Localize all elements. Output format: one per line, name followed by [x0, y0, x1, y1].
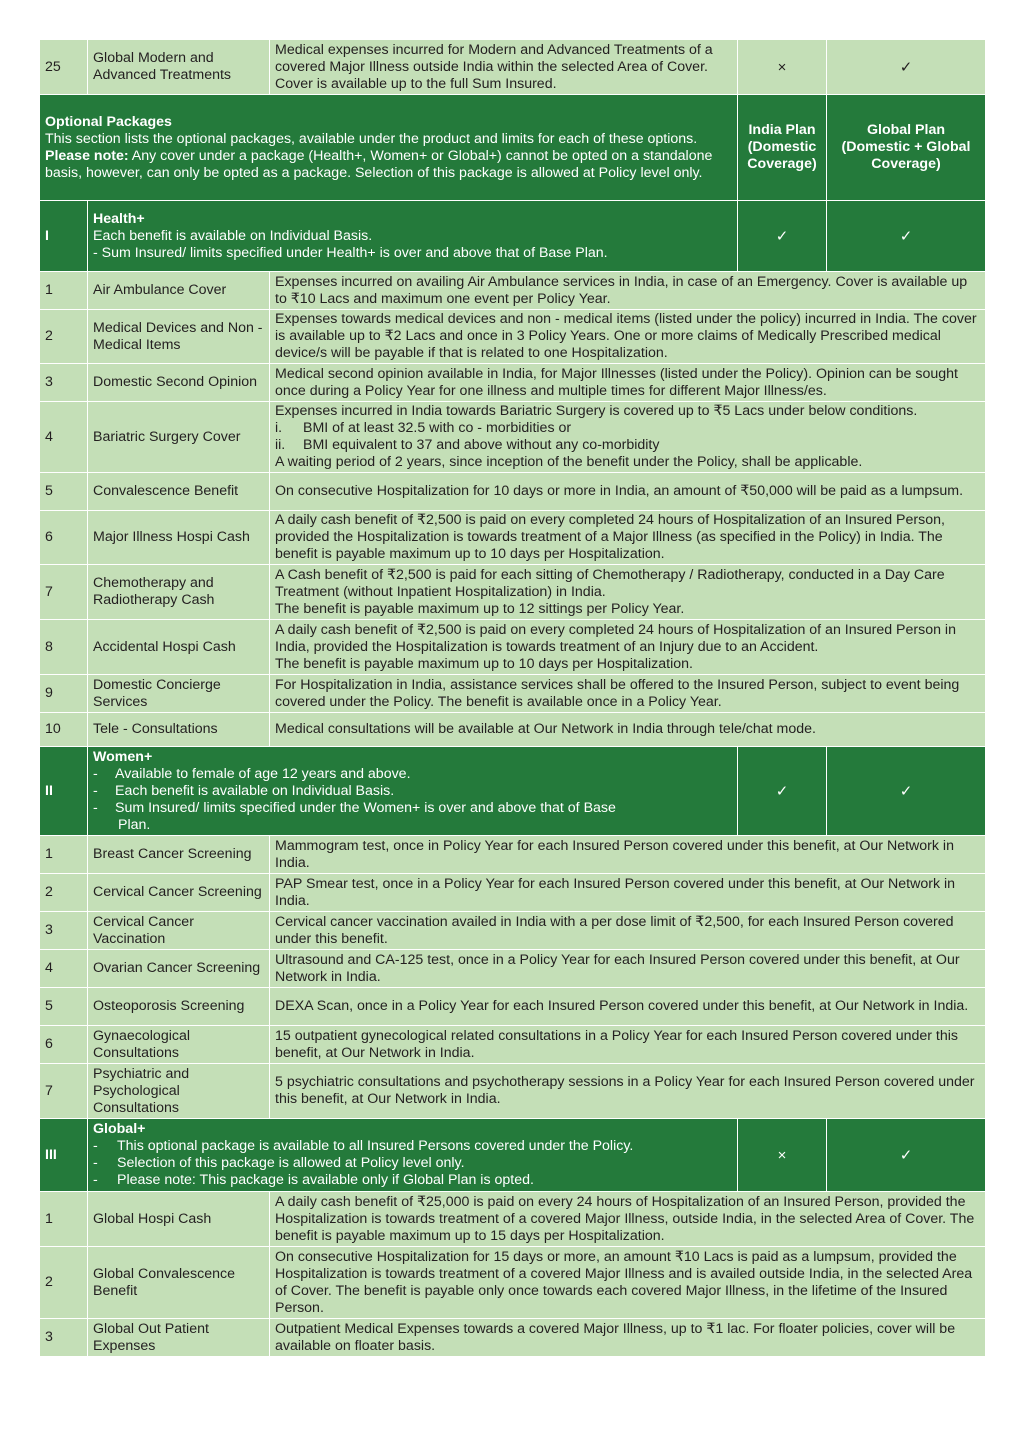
table-row: [40, 511, 986, 565]
row-number: 7: [40, 1064, 88, 1119]
row-number: 4: [40, 950, 88, 988]
benefit-description: 15 outpatient gynecological related consultations in a Policy Year for each Insured Person covered under this benefit, at Our Network in India.: [270, 1026, 986, 1064]
row-number: 8: [40, 620, 88, 675]
row-number: 5: [40, 988, 88, 1026]
row-number: 6: [40, 1026, 88, 1064]
description-line: BMI of at least 32.5 with co - morbidities or: [303, 420, 572, 436]
benefit-name: Medical Devices and Non - Medical Items: [88, 310, 270, 364]
description-line: The benefit is payable maximum up to 10 days per Hospitalization.: [275, 655, 693, 672]
benefit-name: Accidental Hospi Cash: [88, 620, 270, 675]
bullet-dash: -: [93, 782, 98, 799]
benefit-description: Expenses towards medical devices and non - medical items (listed under the policy) incurred in India. The cover is available up to ₹2 Lacs and once in 3 Policy Years. One or more claims of Medically Prescribed medical device/s will be payable if that is related to one Hospitalization.: [270, 310, 986, 364]
global-plan-check-icon: ✓: [827, 40, 986, 95]
table-row: [40, 364, 986, 402]
description-line: The benefit is payable maximum up to 12 sittings per Policy Year.: [275, 600, 685, 617]
benefit-description: Medical expenses incurred for Modern and Advanced Treatments of a covered Major Illness outside India within the selected Area of Cover. Cover is available up to the full Sum Insured.: [270, 40, 738, 95]
global-plan-header: Global Plan (Domestic + Global Coverage): [827, 95, 986, 201]
india-plan-header: India Plan (Domestic Coverage): [738, 95, 827, 201]
row-number: 1: [40, 272, 88, 310]
row-number: 2: [40, 1247, 88, 1319]
benefit-name: Psychiatric and Psychological Consultations: [88, 1064, 270, 1119]
list-marker: i.: [275, 420, 283, 436]
bullet-text: Available to female of age 12 years and above.: [115, 765, 411, 782]
row-number: 9: [40, 675, 88, 713]
bullet-dash: -: [93, 799, 98, 816]
india-plan-check-icon: ✓: [738, 201, 827, 272]
optional-packages-title: Optional Packages: [45, 113, 172, 130]
row-number: 25: [40, 40, 88, 95]
global-plus-description: [88, 1119, 738, 1192]
benefit-description: [270, 402, 986, 473]
women-plus-description: [88, 747, 738, 836]
table-row: [40, 1319, 986, 1357]
note-text: Any cover under a package (Health+, Women+ or Global+) cannot be opted on a standalone basis, however, can only be opted as a package. Selection of this package is allowed at Policy level only.: [45, 147, 713, 181]
table-row: [40, 1192, 986, 1247]
bullet-text: Please note: This package is available only if Global Plan is opted.: [117, 1172, 534, 1188]
row-number: 2: [40, 310, 88, 364]
section-title: Global+: [93, 1121, 146, 1137]
table-row: [40, 473, 986, 511]
benefit-name: Air Ambulance Cover: [88, 272, 270, 310]
table-row: [40, 402, 986, 473]
table-row: [40, 836, 986, 874]
table-row: [40, 675, 986, 713]
table-row: [40, 272, 986, 310]
benefit-description: Medical second opinion available in India, for Major Illnesses (listed under the Policy). Opinion can be sought once during a Policy Year for one illness and multiple times for different Major Illness/es.: [270, 364, 986, 402]
description-line: A daily cash benefit of ₹2,500 is paid on every completed 24 hours of Hospitalization of an Insured Person in India, provided the Hospitalization is towards treatment of an Injury due to an Accident.: [275, 621, 956, 655]
benefit-description: PAP Smear test, once in a Policy Year for each Insured Person covered under this benefit, at Our Network in India.: [270, 874, 986, 912]
section-title: Health+: [93, 210, 145, 227]
benefit-description: 5 psychiatric consultations and psychotherapy sessions in a Policy Year for each Insured Person covered under this benefit, at Our Network in India.: [270, 1064, 986, 1119]
table-row: [40, 565, 986, 620]
india-plan-check-icon: ✓: [738, 747, 827, 836]
note-label: Please note:: [45, 147, 129, 164]
benefit-description: On consecutive Hospitalization for 15 days or more, an amount ₹10 Lacs is paid as a lumpsum, provided the Hospitalization is towards treatment of a covered Major Illness and is availed outside India, in the selected Area of Cover. The benefit is payable only once towards each covered Major Illness, in the lifetime of the Insured Person.: [270, 1247, 986, 1319]
benefit-description: For Hospitalization in India, assistance services shall be offered to the Insured Person, subject to event being covered under the Policy. The benefit is available once in a Policy Year.: [270, 675, 986, 713]
women-plus-header: [40, 747, 986, 836]
global-plus-header: [40, 1119, 986, 1192]
benefit-name: Cervical Cancer Screening: [88, 874, 270, 912]
benefit-name: Tele - Consultations: [88, 713, 270, 747]
health-plus-header: [40, 201, 986, 272]
table-row: [40, 1026, 986, 1064]
benefit-name: Osteoporosis Screening: [88, 988, 270, 1026]
description-line: Expenses incurred in India towards Bariatric Surgery is covered up to ₹5 Lacs under below conditions.: [275, 403, 918, 419]
benefit-name: Breast Cancer Screening: [88, 836, 270, 874]
benefits-table: [39, 39, 986, 1357]
benefit-name: Bariatric Surgery Cover: [88, 402, 270, 473]
bullet-dash: -: [93, 1172, 98, 1188]
row-number: 1: [40, 836, 88, 874]
benefit-name: Ovarian Cancer Screening: [88, 950, 270, 988]
description-line: A Cash benefit of ₹2,500 is paid for each sitting of Chemotherapy / Radiotherapy, conducted in a Day Care Treatment (without Inpatient Hospitalization) in India.: [275, 566, 945, 600]
global-plan-check-icon: ✓: [827, 747, 986, 836]
benefit-name: Convalescence Benefit: [88, 473, 270, 511]
bullet-text: This optional package is available to all Insured Persons covered under the Policy.: [117, 1138, 634, 1154]
row-number: 3: [40, 364, 88, 402]
list-marker: ii.: [275, 437, 286, 453]
optional-packages-text: This section lists the optional packages, available under the product and limits for each of these options.: [45, 130, 698, 147]
benefit-name: Global Convalescence Benefit: [88, 1247, 270, 1319]
table-row: [40, 950, 986, 988]
health-plus-description: [88, 201, 738, 272]
row-number: 3: [40, 912, 88, 950]
benefit-description: On consecutive Hospitalization for 10 days or more in India, an amount of ₹50,000 will be paid as a lumpsum.: [270, 473, 986, 511]
benefit-name: Global Modern and Advanced Treatments: [88, 40, 270, 95]
benefit-name: Major Illness Hospi Cash: [88, 511, 270, 565]
section-title: Women+: [93, 748, 153, 765]
benefit-description: [270, 565, 986, 620]
bullet-text: Selection of this package is allowed at Policy level only.: [117, 1155, 465, 1171]
benefit-description: [270, 620, 986, 675]
table-row: [40, 310, 986, 364]
table-row: [40, 620, 986, 675]
global-plan-check-icon: ✓: [827, 1119, 986, 1192]
row-number: 1: [40, 1192, 88, 1247]
bullet-text: Each benefit is available on Individual Basis.: [115, 782, 395, 799]
table-row: [40, 912, 986, 950]
row-number: 4: [40, 402, 88, 473]
benefit-description: Outpatient Medical Expenses towards a covered Major Illness, up to ₹1 lac. For floater policies, cover will be available on floater basis.: [270, 1319, 986, 1357]
section-number: I: [40, 201, 88, 272]
row-number: 7: [40, 565, 88, 620]
description-line: A waiting period of 2 years, since inception of the benefit under the Policy, shall be applicable.: [275, 454, 863, 470]
benefit-name: Cervical Cancer Vaccination: [88, 912, 270, 950]
table-row: [40, 713, 986, 747]
bullet-dash: -: [93, 1138, 98, 1154]
benefit-name: Global Hospi Cash: [88, 1192, 270, 1247]
optional-packages-intro: [40, 95, 738, 201]
benefit-description: A daily cash benefit of ₹2,500 is paid on every completed 24 hours of Hospitalization of an Insured Person, provided the Hospitalization is towards treatment of a Major Illness (as specified in the Policy) in India. The benefit is payable maximum up to 10 days per Hospitalization.: [270, 511, 986, 565]
benefit-description: Mammogram test, once in Policy Year for each Insured Person covered under this benefit, at Our Network in India.: [270, 836, 986, 874]
benefit-description: Ultrasound and CA-125 test, once in a Policy Year for each Insured Person covered under this benefit, at Our Network in India.: [270, 950, 986, 988]
benefit-name: Domestic Concierge Services: [88, 675, 270, 713]
bullet-text: Sum Insured/ limits specified under the Women+ is over and above that of Base: [115, 799, 616, 816]
benefit-description: A daily cash benefit of ₹25,000 is paid on every 24 hours of Hospitalization of an Insured Person, provided the Hospitalization is towards treatment of a covered Major Illness, outside India, in the selected Area of Cover. The benefit is payable maximum up to 15 days per Hospitalization.: [270, 1192, 986, 1247]
benefit-name: Global Out Patient Expenses: [88, 1319, 270, 1357]
table-row: [40, 1064, 986, 1119]
row-number: 5: [40, 473, 88, 511]
row-number: 2: [40, 874, 88, 912]
benefit-description: DEXA Scan, once in a Policy Year for each Insured Person covered under this benefit, at Our Network in India.: [270, 988, 986, 1026]
row-number: 10: [40, 713, 88, 747]
table-row: [40, 988, 986, 1026]
section-line: Each benefit is available on Individual Basis.: [93, 227, 373, 244]
table-row-25: [40, 40, 986, 95]
india-plan-cross-icon: ×: [738, 40, 827, 95]
bullet-text: Plan.: [118, 816, 151, 833]
section-line: - Sum Insured/ limits specified under Health+ is over and above that of Base Plan.: [93, 244, 608, 261]
table-row: [40, 1247, 986, 1319]
row-number: 3: [40, 1319, 88, 1357]
benefit-name: Domestic Second Opinion: [88, 364, 270, 402]
benefit-description: Medical consultations will be available at Our Network in India through tele/chat mode.: [270, 713, 986, 747]
india-plan-cross-icon: ×: [738, 1119, 827, 1192]
section-number: III: [40, 1119, 88, 1192]
optional-packages-header: [40, 95, 986, 201]
bullet-dash: -: [93, 1155, 98, 1171]
row-number: 6: [40, 511, 88, 565]
description-line: BMI equivalent to 37 and above without any co-morbidity: [303, 437, 660, 453]
benefit-name: Chemotherapy and Radiotherapy Cash: [88, 565, 270, 620]
section-number: II: [40, 747, 88, 836]
table-row: [40, 874, 986, 912]
global-plan-check-icon: ✓: [827, 201, 986, 272]
benefit-description: Expenses incurred on availing Air Ambulance services in India, in case of an Emergency. Cover is available up to ₹10 Lacs and maximum one event per Policy Year.: [270, 272, 986, 310]
benefit-description: Cervical cancer vaccination availed in India with a per dose limit of ₹2,500, for each Insured Person covered under this benefit.: [270, 912, 986, 950]
bullet-dash: -: [93, 765, 98, 782]
benefit-name: Gynaecological Consultations: [88, 1026, 270, 1064]
